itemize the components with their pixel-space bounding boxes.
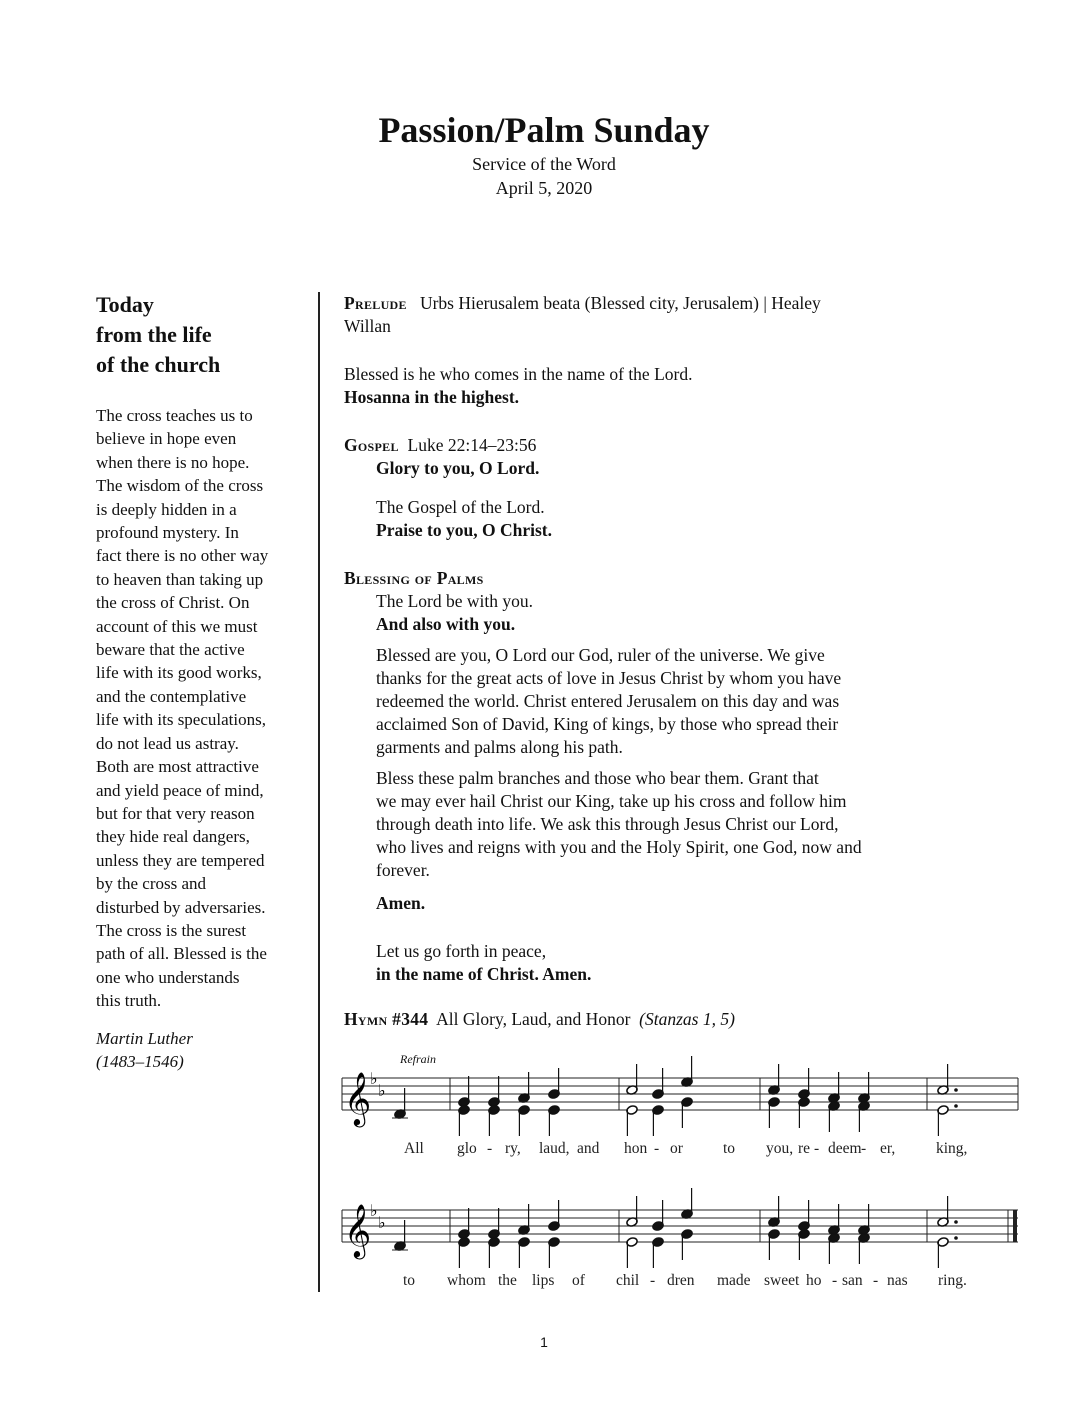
quote-line: disturbed by adversaries.	[96, 897, 266, 917]
lyric-syllable: -	[814, 1140, 820, 1157]
acclamation-people: Hosanna in the highest.	[344, 387, 520, 407]
quote-line: do not lead us astray.	[96, 733, 239, 753]
lyric-syllable: ho	[806, 1272, 822, 1289]
column-divider	[318, 292, 320, 1292]
acclamation	[344, 363, 984, 409]
acclamation-leader: Blessed is he who comes in the name of the Lord.	[344, 364, 693, 384]
treble-clef-icon: 𝄞	[344, 1071, 372, 1125]
music-staff	[340, 1050, 1030, 1300]
quote-line: the cross of Christ. On	[96, 593, 250, 613]
lyric-syllable: All	[404, 1140, 424, 1157]
gospel-closing-leader: The Gospel of the Lord.	[376, 497, 545, 517]
quote-line: beware that the active	[96, 640, 245, 660]
quote-line: believe in hope even	[96, 429, 237, 449]
sending-leader: Let us go forth in peace,	[376, 941, 547, 961]
lyric-syllable: of	[572, 1272, 585, 1289]
refrain-label: Refrain	[400, 1052, 436, 1066]
quote-line: and the contemplative	[96, 686, 247, 706]
sidebar-heading-line: of the church	[96, 352, 221, 377]
sending-response: in the name of Christ. Amen.	[376, 964, 592, 984]
gospel-closing	[376, 496, 984, 542]
sending	[376, 940, 984, 986]
lyric-syllable: -	[487, 1140, 493, 1157]
prayer-line: Bless these palm branches and those who bear them. Grant that	[376, 768, 819, 788]
treble-clef-icon: 𝄞	[344, 1203, 372, 1257]
lyric-syllable: hon	[624, 1140, 648, 1157]
flat-icon: ♭	[378, 1213, 386, 1232]
blessing-amen: Amen.	[376, 893, 426, 913]
quote-line: unless they are tempered	[96, 850, 265, 870]
gospel-closing-response: Praise to you, O Christ.	[376, 520, 552, 540]
quote-line: The cross is the surest	[96, 920, 247, 940]
quote-line: path of all. Blessed is the	[96, 944, 267, 964]
lyric-syllable: you,	[766, 1140, 794, 1157]
hymn-music-notation	[340, 1050, 1030, 1300]
quote-line: and yield peace of mind,	[96, 780, 264, 800]
blessing-leader: The Lord be with you.	[376, 591, 533, 611]
hymn-heading	[344, 1008, 984, 1031]
service-date: April 5, 2020	[495, 178, 593, 198]
prelude-text-line1: Urbs Hierusalem beata (Blessed city, Jerusalem) | Healey	[419, 293, 821, 313]
luther-quote	[96, 404, 306, 1013]
quote-line: is deeply hidden in a	[96, 499, 237, 519]
final-barline	[1013, 1210, 1017, 1242]
lyric-syllable: to	[723, 1140, 736, 1157]
dot	[954, 1088, 958, 1092]
prelude	[344, 292, 984, 338]
order-of-service	[344, 292, 984, 1031]
lyric-syllable: nas	[887, 1272, 908, 1289]
hymn-stanzas: (Stanzas 1, 5)	[639, 1009, 735, 1029]
lyric-syllable: to	[403, 1272, 416, 1289]
quote-line: they hide real dangers,	[96, 827, 250, 847]
prayer-line: through death into life. We ask this through Jesus Christ our Lord,	[376, 814, 839, 834]
blessing-prayer-1	[376, 644, 984, 759]
quote-line: account of this we must	[96, 616, 258, 636]
sidebar-heading-line: Today	[96, 292, 154, 317]
quote-line: profound mystery. In	[96, 523, 239, 543]
gospel-reference: Luke 22:14–23:56	[407, 435, 537, 455]
lyric-syllable: -	[650, 1272, 656, 1289]
quote-line: one who understands	[96, 967, 240, 987]
page-number: 1	[540, 1334, 548, 1350]
quote-author: Martin Luther	[96, 1028, 193, 1048]
blessing-people: And also with you.	[376, 614, 516, 634]
flat-icon: ♭	[378, 1081, 386, 1100]
prayer-line: acclaimed Son of David, King of kings, by those who spread their	[376, 714, 839, 734]
flat-icon: ♭	[370, 1201, 378, 1220]
lyric-syllable: whom	[447, 1272, 486, 1289]
lyric-syllable: glo	[457, 1140, 477, 1157]
lyric-syllable: -	[861, 1140, 867, 1157]
quote-line: to heaven than taking up	[96, 569, 264, 589]
quote-line: Both are most attractive	[96, 757, 259, 777]
quote-line: life with its good works,	[96, 663, 262, 683]
dot	[954, 1104, 958, 1108]
dot	[954, 1236, 958, 1240]
lyric-syllable: san	[842, 1272, 863, 1289]
lyric-syllable: dren	[667, 1272, 695, 1289]
lyric-syllable: deem	[828, 1140, 862, 1157]
prayer-line: garments and palms along his path.	[376, 737, 623, 757]
lyric-syllable: -	[654, 1140, 660, 1157]
prelude-label: Prelude	[344, 293, 407, 313]
lyric-syllable: ring.	[938, 1272, 967, 1289]
quote-line: The wisdom of the cross	[96, 476, 264, 496]
page-header	[0, 108, 1088, 200]
service-name: Service of the Word	[472, 154, 616, 174]
hymn-label: Hymn #344	[344, 1009, 429, 1029]
prayer-line: redeemed the world. Christ entered Jerusalem on this day and was	[376, 691, 840, 711]
prelude-text-line2: Willan	[344, 316, 391, 336]
gospel	[344, 434, 984, 480]
lyric-syllable: -	[832, 1272, 838, 1289]
lyric-syllable: laud,	[539, 1140, 570, 1157]
quote-line: when there is no hope.	[96, 452, 250, 472]
quote-line: fact there is no other way	[96, 546, 269, 566]
lyric-syllable: sweet	[764, 1272, 800, 1289]
hymn-title: All Glory, Laud, and Honor	[436, 1009, 631, 1029]
lyric-syllable: lips	[532, 1272, 555, 1289]
quote-author-years: (1483–1546)	[96, 1051, 184, 1071]
prayer-line: forever.	[376, 860, 430, 880]
lyric-syllable: chil	[616, 1272, 640, 1289]
prayer-line: Blessed are you, O Lord our God, ruler of the universe. We give	[376, 645, 825, 665]
lyric-syllable: and	[577, 1140, 600, 1157]
gospel-response: Glory to you, O Lord.	[376, 458, 540, 478]
blessing-label: Blessing of Palms	[344, 568, 484, 588]
blessing-prayer-2	[376, 767, 984, 882]
quote-attribution	[96, 1027, 306, 1073]
page-title: Passion/Palm Sunday	[378, 110, 710, 150]
lyric-syllable: re	[798, 1140, 811, 1157]
quote-line: but for that very reason	[96, 803, 255, 823]
blessing-of-palms	[344, 567, 984, 636]
sidebar-heading-line: from the life	[96, 322, 212, 347]
lyric-syllable: ry,	[505, 1140, 521, 1157]
lyric-syllable: made	[717, 1272, 751, 1289]
lyric-syllable: -	[873, 1272, 879, 1289]
prayer-line: thanks for the great acts of love in Jesus Christ by whom you have	[376, 668, 842, 688]
lyric-syllable: the	[498, 1272, 517, 1289]
prayer-line: who lives and reigns with you and the Holy Spirit, one God, now and	[376, 837, 862, 857]
sidebar-heading	[96, 290, 306, 380]
gospel-label: Gospel	[344, 435, 399, 455]
quote-line: life with its speculations,	[96, 710, 266, 730]
quote-line: this truth.	[96, 991, 162, 1011]
flat-icon: ♭	[370, 1069, 378, 1088]
prayer-line: we may ever hail Christ our King, take up his cross and follow him	[376, 791, 847, 811]
quote-line: The cross teaches us to	[96, 406, 253, 425]
lyric-syllable: king,	[936, 1140, 968, 1157]
lyric-syllable: er,	[880, 1140, 896, 1157]
sidebar	[96, 290, 306, 1073]
lyric-syllable: or	[670, 1140, 683, 1157]
quote-line: by the cross and	[96, 874, 207, 894]
dot	[954, 1220, 958, 1224]
